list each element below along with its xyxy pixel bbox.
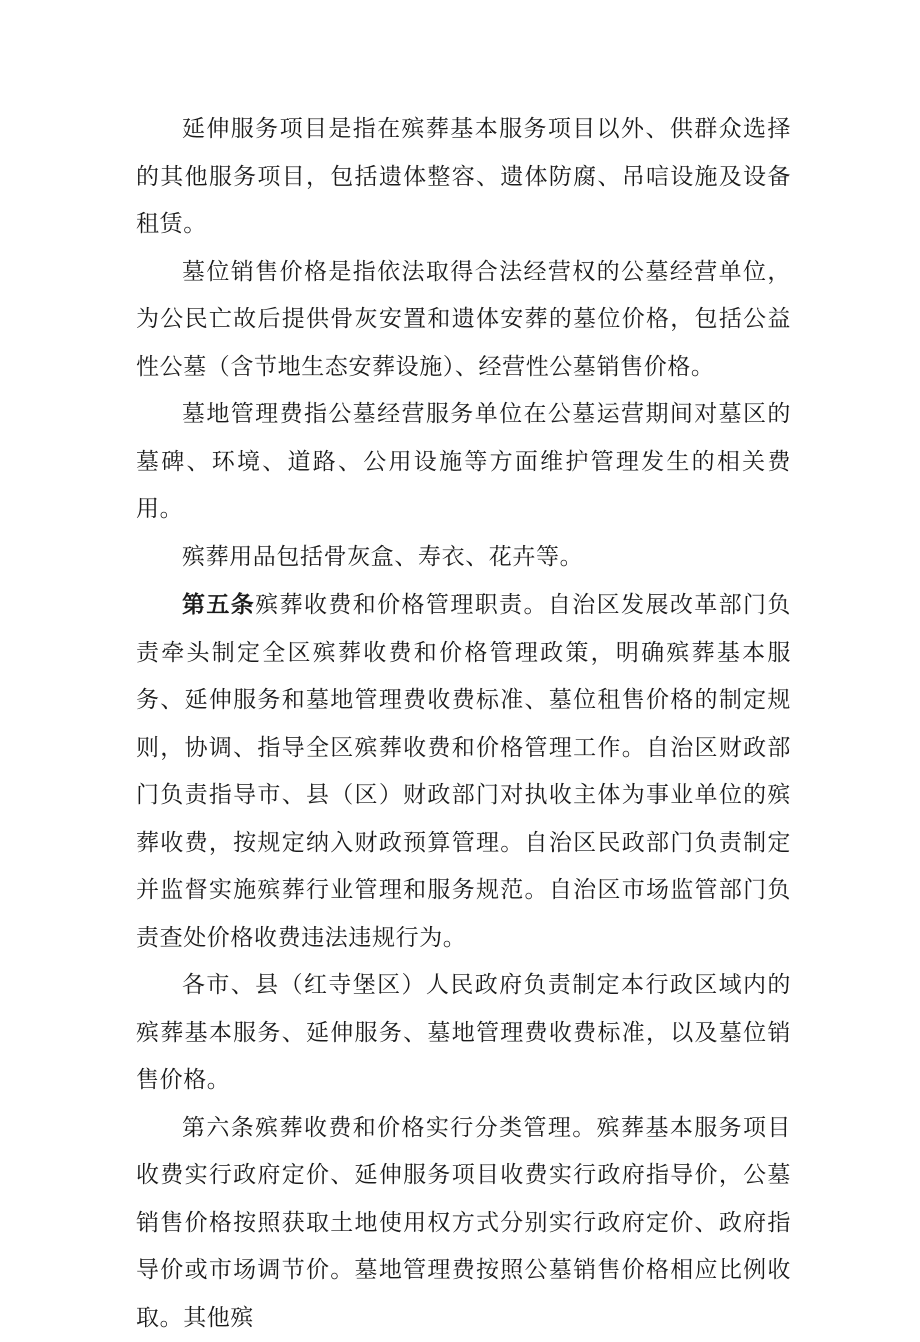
paragraph-article-six [136, 1105, 791, 1342]
paragraph-text: 殡葬收费和价格管理职责。自治区发展改革部门负责牵头制定全区殡葬收费和价格管理政策，明确殡葬基本服务、延伸服务和墓地管理费收费标准、墓位租售价格的制定规则，协调、指导全区殡葬收费和价格管理工作。自治区财政部门负责指导市、县（区）财政部门对执收主体为事业单位的殡葬收费，按规定纳入财政预算管理。自治区民政部门负责制定并监督实施殡葬行业管理和服务规范。自治区市场监管部门负责查处价格收费违法违规行为。 [136, 592, 791, 951]
document-page [136, 106, 791, 1342]
paragraph-text: 各市、县（红寺堡区）人民政府负责制定本行政区域内的殡葬基本服务、延伸服务、墓地管理费收费标准，以及墓位销售价格。 [136, 972, 791, 1093]
paragraph-grave-price [136, 249, 791, 392]
paragraph-text: 墓位销售价格是指依法取得合法经营权的公墓经营单位，为公民亡故后提供骨灰安置和遗体安葬的墓位价格，包括公益性公墓（含节地生态安葬设施）、经营性公墓销售价格。 [136, 259, 791, 380]
paragraph-text: 第六条殡葬收费和价格实行分类管理。殡葬基本服务项目收费实行政府定价、延伸服务项目收费实行政府指导价，公墓销售价格按照获取土地使用权方式分别实行政府定价、政府指导价或市场调节价。墓地管理费按照公墓销售价格相应比例收取。其他殡 [136, 1115, 791, 1331]
paragraph-text: 延伸服务项目是指在殡葬基本服务项目以外、供群众选择的其他服务项目，包括遗体整容、遗体防腐、吊唁设施及设备租赁。 [136, 116, 791, 237]
paragraph-article-five [136, 581, 791, 962]
paragraph-cemetery-management-fee [136, 391, 791, 534]
paragraph-funeral-supplies [136, 534, 791, 582]
paragraph-extended-services [136, 106, 791, 249]
paragraph-local-government [136, 962, 791, 1105]
paragraph-text: 墓地管理费指公墓经营服务单位在公墓运营期间对墓区的墓碑、环境、道路、公用设施等方面维护管理发生的相关费用。 [136, 401, 791, 522]
article-heading: 第五条 [182, 591, 255, 618]
paragraph-text: 殡葬用品包括骨灰盒、寿衣、花卉等。 [182, 544, 583, 570]
